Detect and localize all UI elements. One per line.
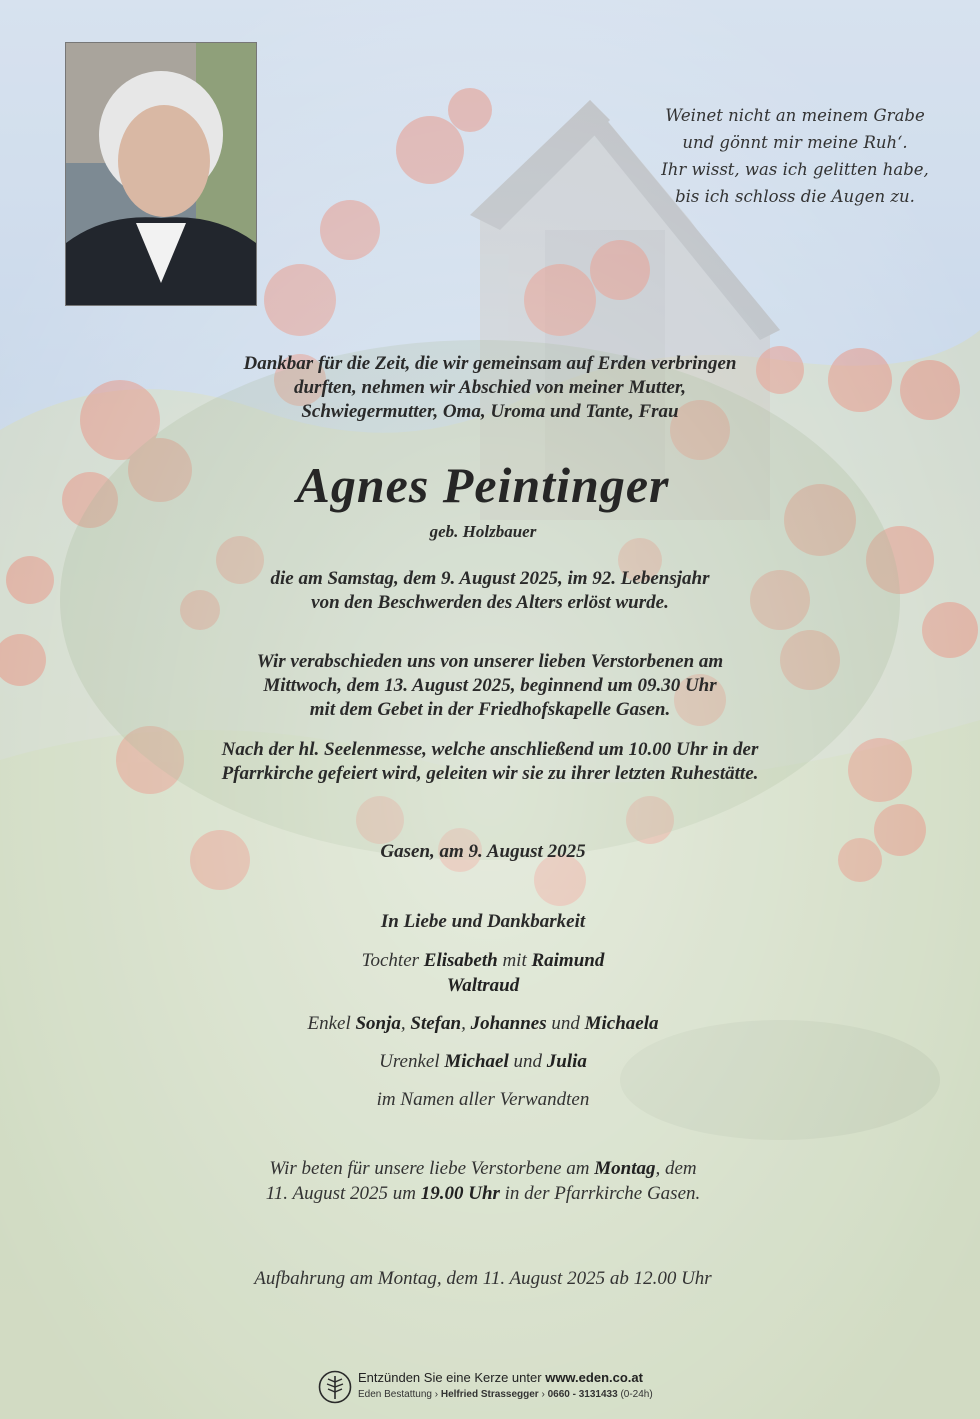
grandchildren-conj: und xyxy=(551,1013,580,1034)
grandchild-name: Sonja xyxy=(355,1013,401,1034)
farewell-line: Mittwoch, dem 13. August 2025, beginnend um 09.30 Uhr xyxy=(263,675,717,696)
burial-line: Pfarrkirche gefeiert wird, geleiten wir sie zu ihrer letzten Ruhestätte. xyxy=(221,763,759,784)
family-daughter-second xyxy=(0,975,966,997)
contact-person: Helfried Strassegger xyxy=(440,1389,539,1400)
family-heading xyxy=(0,910,966,934)
candle-line xyxy=(358,1370,643,1385)
poem-line: bis ich schloss die Augen zu. xyxy=(675,187,915,206)
separator: › xyxy=(434,1389,439,1400)
prayer-time: 19.00 Uhr xyxy=(420,1183,500,1204)
grandchild-name: Stefan xyxy=(410,1013,462,1034)
eden-logo-icon xyxy=(318,1370,352,1404)
daughter-partner: Raimund xyxy=(531,950,605,971)
family-relatives xyxy=(0,1089,966,1111)
separator: , xyxy=(461,1013,466,1034)
relatives-text: im Namen aller Verwandten xyxy=(376,1089,590,1110)
prayer-line-2 xyxy=(0,1183,966,1205)
maiden-name: geb. Holzbauer xyxy=(429,522,537,541)
farewell-line: mit dem Gebet in der Friedhofskapelle Gasen. xyxy=(309,699,671,720)
candle-text: Entzünden Sie eine Kerze unter xyxy=(358,1370,542,1385)
burial-line: Nach der hl. Seelenmesse, welche anschließend um 10.00 Uhr in der xyxy=(221,739,759,760)
funeral-home-footer xyxy=(318,1368,698,1408)
company-line xyxy=(358,1389,653,1400)
death-notice xyxy=(0,567,980,615)
family-daughter xyxy=(0,950,966,972)
place-date xyxy=(0,840,966,864)
poem-line: Weinet nicht an meinem Grabe xyxy=(665,106,925,125)
farewell-line: Wir verabschieden uns von unserer lieben Verstorbenen am xyxy=(256,651,724,672)
second-name: Waltraud xyxy=(446,975,520,996)
place-date-text: Gasen, am 9. August 2025 xyxy=(380,841,586,862)
daughter-name: Elisabeth xyxy=(423,950,498,971)
poem-line: Ihr wisst, was ich gelitten habe, xyxy=(661,160,929,179)
company-name: Eden Bestattung xyxy=(358,1389,432,1400)
intro-text xyxy=(0,352,980,424)
viewing-text: Aufbahrung am Montag, dem 11. August 2025 ab 12.00 Uhr xyxy=(254,1268,712,1289)
daughter-conj: mit xyxy=(502,950,527,971)
intro-line: durften, nehmen wir Abschied von meiner Mutter, xyxy=(293,377,686,398)
great-grandchildren-conj: und xyxy=(513,1051,542,1072)
family-heading-text: In Liebe und Dankbarkeit xyxy=(380,911,586,932)
burial-text xyxy=(0,738,980,786)
viewing-notice xyxy=(0,1268,966,1290)
poem xyxy=(640,102,950,210)
prayer-text: , dem xyxy=(655,1158,697,1179)
hours: (0-24h) xyxy=(620,1389,653,1400)
great-grandchildren-prefix: Urenkel xyxy=(379,1051,440,1072)
daughter-prefix: Tochter xyxy=(361,950,420,971)
grandchild-name: Johannes xyxy=(470,1013,547,1034)
intro-line: Schwiegermutter, Oma, Uroma und Tante, Frau xyxy=(301,401,679,422)
poem-line: und gönnt mir meine Ruh‘. xyxy=(682,133,908,152)
death-notice-line: die am Samstag, dem 9. August 2025, im 92. Lebensjahr xyxy=(270,568,710,589)
grandchildren-prefix: Enkel xyxy=(307,1013,351,1034)
deceased-name: Agnes Peintinger xyxy=(296,457,670,513)
death-notice-line: von den Beschwerden des Alters erlöst wurde. xyxy=(311,592,669,613)
grandchild-name: Michaela xyxy=(584,1013,659,1034)
prayer-text: Wir beten für unsere liebe Verstorbene am xyxy=(269,1158,590,1179)
prayer-line-1 xyxy=(0,1158,966,1180)
intro-line: Dankbar für die Zeit, die wir gemeinsam auf Erden verbringen xyxy=(243,353,737,374)
great-grandchild-name: Julia xyxy=(546,1051,587,1072)
website-link[interactable]: www.eden.co.at xyxy=(545,1370,643,1385)
phone-number: 0660 - 3131433 xyxy=(547,1389,618,1400)
prayer-day: Montag xyxy=(594,1158,656,1179)
family-great-grandchildren xyxy=(0,1051,966,1073)
great-grandchild-name: Michael xyxy=(444,1051,509,1072)
separator: , xyxy=(400,1013,406,1034)
portrait-photo xyxy=(65,42,257,306)
farewell-text xyxy=(0,650,980,722)
separator: › xyxy=(541,1389,545,1400)
prayer-text: in der Pfarrkirche Gasen. xyxy=(504,1183,701,1204)
family-grandchildren xyxy=(0,1013,966,1035)
prayer-text: 11. August 2025 um xyxy=(265,1183,416,1204)
